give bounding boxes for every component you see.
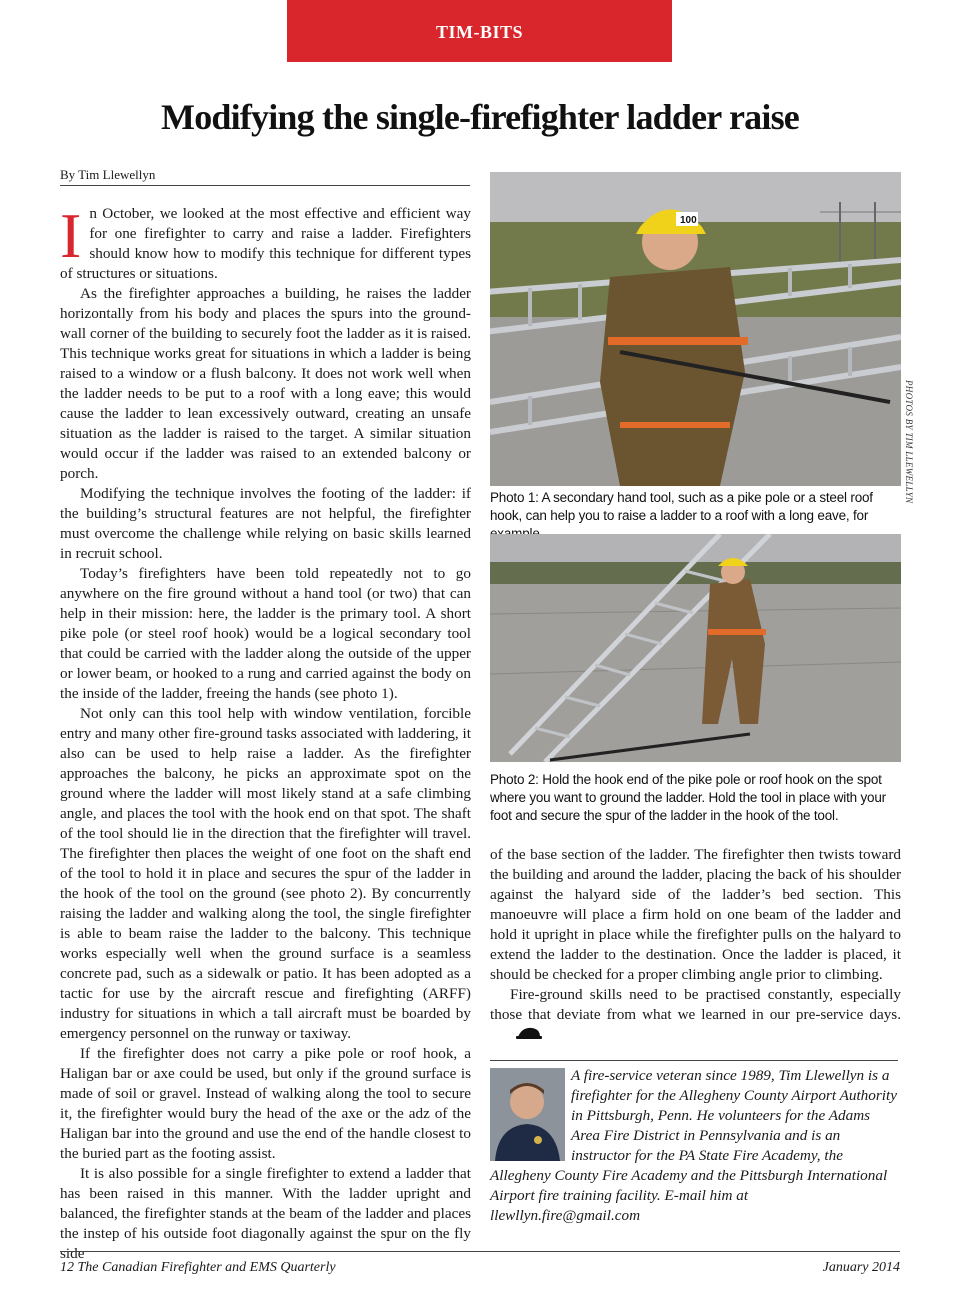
paragraph-8: [490, 985, 901, 1046]
author-bio-rule: [490, 1060, 898, 1061]
photo-2-firefighter-raising-ladder: [490, 534, 901, 762]
paragraph-3: Modifying the technique involves the footing of the ladder: if the building’s structural features are not helpful, the firefighter must overcome the challenge while relying on basic skills learned in recruit school.: [60, 485, 471, 562]
article-column-right: [490, 845, 901, 1046]
photo-1-firefighter-carrying-ladder: [490, 172, 901, 486]
footer-issue-date: January 2014: [822, 1260, 900, 1275]
photo-2-illustration: [490, 534, 901, 762]
paragraph-5: Not only can this tool help with window ventilation, forcible entry and many other fire-ground tasks associated with laddering, it also can be used to help raise a ladder. As the firefighter approaches the balcony, he picks an approximate spot on the ground where the ladder will most likely stand at a safe climbing angle, and places the tool with the hook end on that spot. The shaft of the tool should lie in the direction that the firefighter will travel. The firefighter then places the weight of one foot on the shaft end of the tool to hold it in place and secures the spur of the ladder in the hook of the tool on the ground (see photo 2). By concurrently raising the ladder and walking along the tool, the single firefighter is able to beam raise the ladder to the balcony. This technique works especially well when the ground surface is a seamless concrete pad, such as a sidewalk or patio. It has been adopted as a tactic for use by the aircraft rescue and firefighting (ARFF) industry for situations in which a tall aircraft must be boarded by emergency personnel on the runway or taxiway.: [60, 705, 471, 1042]
drop-cap: I: [60, 200, 82, 271]
byline: By Tim Llewellyn: [60, 167, 470, 186]
paragraph-7-continued: of the base section of the ladder. The firefighter then twists toward the building and around the ladder, placing the back of his shoulder against the halyard side of the ladder’s bed section. This manoeuvre will place a firm hold on one beam of the ladder and hold it upright in place while the firefighter pulls on the halyard to extend the ladder to the destination. Once the ladder is placed, it should be checked for a proper climbing angle prior to climbing.: [490, 846, 901, 983]
paragraph-1: [60, 200, 471, 284]
paragraph-7: It is also possible for a single firefighter to extend a ladder that has been raised in this manner. With the ladder upright and balanced, the firefighter stands at the beam of the ladder and places the instep of his outside foot diagonally against the spur on the fly side: [60, 1165, 471, 1262]
photo-1-caption: Photo 1: A secondary hand tool, such as a pike pole or a steel roof hook, can help you to raise a ladder to a roof with a long eave, for: [490, 490, 873, 523]
fire-helmet-endmark-icon: [496, 1026, 542, 1046]
photo-credit: PHOTOS BY TIM LLEWELLYN: [904, 380, 914, 504]
article-title: Modifying the single-firefighter ladder raise: [161, 97, 799, 137]
article-column-left: [60, 200, 471, 1264]
paragraph-4: Today’s firefighters have been told repeatedly not to go anywhere on the fire ground without a hand tool (or two) that can help in their mission: here, the ladder is the primary tool. A short pike pole (or steel roof hook) would be a logical secondary tool that could be carried with the ladder along the outside of the upper or lower beam, or hooked to a rung and carried against the body on the inside of the ladder, freeing the hands (see photo 1).: [60, 565, 471, 702]
photo-1-illustration: [490, 172, 901, 486]
section-banner: TIM-BITS: [287, 0, 672, 62]
footer-rule: [60, 1251, 900, 1252]
author-bio: [490, 1066, 900, 1226]
paragraph-2: As the firefighter approaches a building, he raises the ladder horizontally from his body and places the spurs into the ground-wall corner of the building to securely foot the ladder as it is raised. This technique works great for situations in which a ladder is being raised to a window or a flush balcony. It does not work well when the ladder needs to be put to a roof with a long eave; this would cause the ladder to lean excessively outward, creating an unsafe situation as the ladder is raised to the target. A similar situation would occur if the ladder was raised to an extended balcony or porch.: [60, 285, 471, 482]
paragraph-6: If the firefighter does not carry a pike pole or roof hook, a Haligan bar or axe could be used, but only if the ground surface is made of soil or gravel. Instead of walking along the tool to secure it, the firefighter would bury the head of the axe or the adz of the Haligan bar into the ground and use the end of the handle closest to the buried part as the footing assist.: [60, 1045, 471, 1162]
photo-2-caption: Photo 2: Hold the hook end of the pike pole or roof hook on the spot where you want to ground the ladder. Hold the tool in place with your foot and secure the spur of the ladder in the hook of the tool.: [490, 772, 886, 823]
paragraph-1-text: n October, we looked at the most effective and efficient way for one firefighter to carry and raise a ladder. Firefighters should know how to modify this technique for different types of structures or situations.: [60, 205, 471, 282]
footer-page-info: 12 The Canadian Firefighter and EMS Quarterly: [60, 1260, 336, 1275]
helmet-number: 100: [680, 215, 697, 226]
author-bio-text: A fire-service veteran since 1989, Tim Llewellyn is a firefighter for the Allegheny County Airport Authority in Pittsburgh, Penn. He volunteers for the Adams Area Fire District in Pennsylvania and is an instructor for the PA State Fire Academy, the Allegheny County Fire Academy and the Pittsburgh International Airport fire training facility. E-mail him at llewllyn.fire@gmail.com: [490, 1067, 897, 1224]
paragraph-8-text: Fire-ground skills need to be practised constantly, especially those that deviate from what we learned in our pre-service days.: [490, 986, 901, 1023]
